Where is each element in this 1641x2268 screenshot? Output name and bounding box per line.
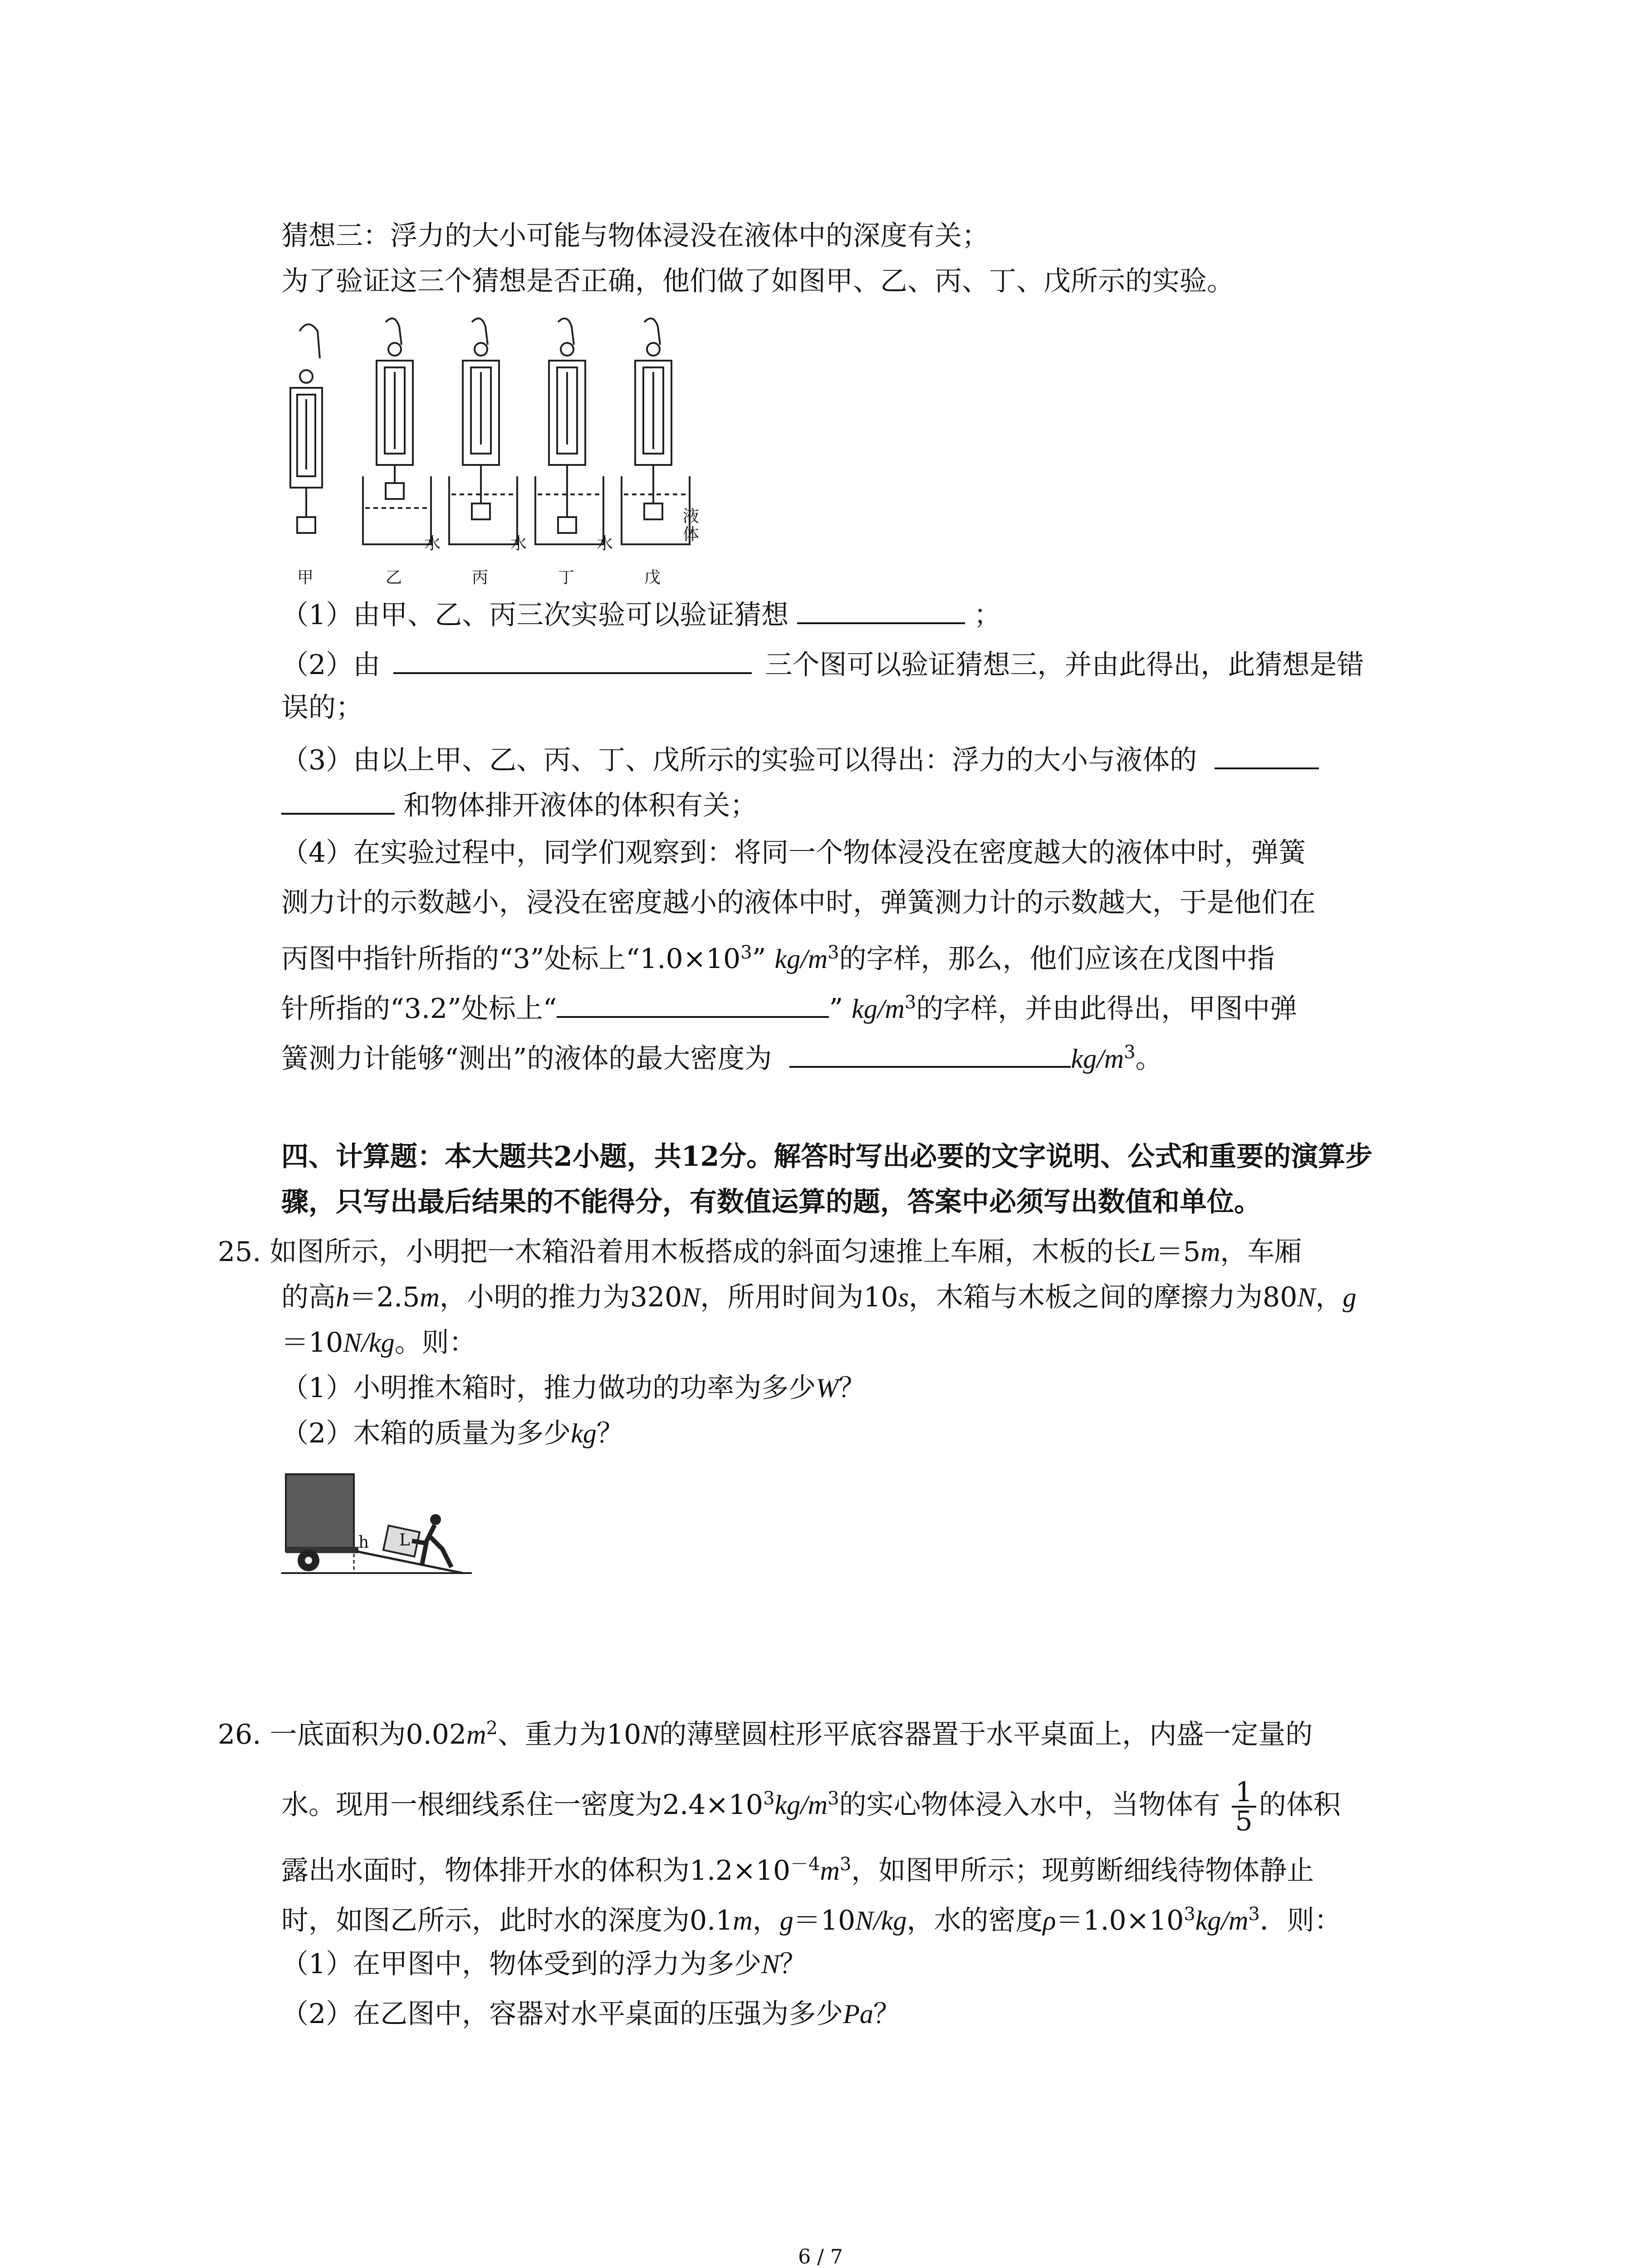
q25-l2-i: ，木箱与木板之间的摩擦力为80 — [909, 1281, 1298, 1313]
q24-part4-l3 — [281, 934, 1275, 977]
q25-l1-eq: ＝5 — [1156, 1236, 1201, 1268]
q24-blank1[interactable] — [797, 594, 965, 624]
q26-l1-N: N — [641, 1720, 660, 1750]
q25-l1-e: ，车厢 — [1220, 1236, 1302, 1268]
section4-heading-l1: 四、计算题：本大题共2小题，共12分。解答时写出必要的文字说明、公式和重要的演算步 — [281, 1141, 1373, 1173]
q24-part3-text-a: （3）由以上甲、乙、丙、丁、戊所示的实验可以得出：浮力的大小与液体的 — [281, 744, 1197, 776]
q24-blank4b[interactable] — [789, 1038, 1071, 1068]
q24-part4-l3-a: 丙图中指针所指的“3”处标上“1.0×10 — [281, 943, 741, 975]
q26-l4-rho: ρ — [1043, 1906, 1056, 1936]
q24-part2-text-b: 三个图可以验证猜想三，并由此得出，此猜想是错 — [765, 649, 1364, 681]
q26-l4-i: ＝1.0×10 — [1056, 1905, 1184, 1936]
q24-part4-l4-sup: 3 — [904, 992, 916, 1013]
q26-l4-sup2: 3 — [1248, 1904, 1260, 1925]
fig-water-ding: 水 — [597, 534, 613, 553]
fraction-denominator: 5 — [1235, 1805, 1253, 1838]
q26-p1-text: （1）在甲图中，物体受到的浮力为多少 — [281, 1948, 762, 1980]
q25-l2-h: h — [336, 1282, 349, 1312]
q24-part4-l4-b: ” — [829, 993, 843, 1025]
q25-l3-c: 。则： — [394, 1327, 476, 1359]
q24-part4-l1: （4）在实验过程中，同学们观察到：将同一个物体浸没在密度越大的液体中时，弹簧 — [281, 837, 1306, 869]
q26-l3-c: ，如图甲所示；现剪断细线待物体静止 — [851, 1855, 1314, 1887]
q26-l2-c: 的实心物体浸入水中，当物体有 — [839, 1789, 1220, 1821]
q26-l4-unit2: kg/m — [1195, 1906, 1249, 1936]
q24-part2 — [281, 644, 1364, 683]
q24-part4-l3-c: 的字样，那么，他们应该在戊图中指 — [839, 943, 1275, 975]
fraction-numerator: 1 — [1232, 1779, 1256, 1808]
q25-l1-a: 如图所示，小明把一木箱沿着用木板搭成的斜面匀速推上车厢，木板的长 — [269, 1236, 1141, 1268]
q26-l4-g: g — [779, 1906, 794, 1936]
q25-p2-unit: kg — [571, 1418, 597, 1448]
q26-p2-end: ？ — [873, 1998, 901, 2030]
q26-l2-sup2: 3 — [828, 1788, 839, 1809]
q25-p1-unit: W — [816, 1373, 839, 1403]
q24-part3 — [281, 739, 1319, 778]
q24-part4-l4-unit: kg/m — [852, 994, 905, 1024]
q26-l3-a: 露出水面时，物体排开水的体积为1.2×10 — [281, 1855, 791, 1887]
q24-part4-l5-unit: kg/m — [1071, 1044, 1124, 1074]
q26-p2-text: （2）在乙图中，容器对水平桌面的压强为多少 — [281, 1998, 843, 2030]
q25-l2-e: ，小明的推力为320 — [439, 1281, 682, 1313]
q25-line1 — [218, 1234, 1302, 1270]
truck-ramp-figure — [281, 1470, 472, 1579]
scale-jia — [290, 324, 322, 533]
q24-part4-unit: kg/m — [774, 944, 828, 974]
q25-l3-a: ＝10 — [281, 1327, 343, 1359]
fig-liquid-wu-2: 体 — [683, 525, 700, 544]
q26-l1-a: 一底面积为0.02 — [269, 1719, 467, 1750]
q26-l4-e: ＝10 — [793, 1905, 856, 1936]
q24-blank4a[interactable] — [557, 988, 829, 1018]
q24-blank3b[interactable] — [281, 785, 395, 815]
experiment-intro: 为了验证这三个猜想是否正确，他们做了如图甲、乙、丙、丁、戊所示的实验。 — [281, 265, 1234, 297]
q26-p1-end: ？ — [779, 1948, 807, 1980]
scale-ding — [535, 318, 603, 544]
q26-p2-unit: Pa — [843, 1999, 873, 2029]
q24-part3-text-b: 和物体排开液体的体积有关； — [403, 790, 758, 821]
scale-bing — [449, 318, 517, 544]
q24-part4-l4 — [281, 984, 1297, 1027]
q24-part4-l4-a: 针所指的“3.2”处标上“ — [281, 993, 557, 1025]
q25-part2 — [281, 1415, 624, 1452]
scale-yi — [363, 318, 431, 544]
q25-l3-unit: N/kg — [343, 1328, 395, 1358]
q24-part4-l4-c: 的字样，并由此得出，甲图中弹 — [916, 993, 1298, 1025]
q25-l2-N2: N — [1297, 1282, 1316, 1312]
q24-part1 — [281, 594, 1001, 633]
q25-line3 — [281, 1325, 476, 1361]
fig-L-label: L — [399, 1531, 410, 1549]
q24-part4-unit-sup: 3 — [828, 942, 839, 963]
q24-part4-l5-sup: 3 — [1124, 1042, 1136, 1063]
q26-line4 — [281, 1896, 1342, 1939]
q25-l2-a: 的高 — [281, 1281, 336, 1313]
q25-p1-text: （1）小明推木箱时，推力做功的功率为多少 — [281, 1372, 816, 1404]
q24-part4-l3-b: ” — [752, 943, 766, 975]
section4-heading-l2: 骤，只写出最后结果的不能得分，有数值运算的题，答案中必须写出数值和单位。 — [281, 1186, 1261, 1218]
q24-blank3a[interactable] — [1215, 739, 1319, 769]
q24-part4-l2: 测力计的示数越小，浸没在密度越小的液体中时，弹簧测力计的示数越大，于是他们在 — [281, 887, 1316, 919]
q26-l2-a: 水。现用一根细线系住一密度为2.4×10 — [281, 1789, 764, 1821]
fig-water-yi: 水 — [424, 534, 441, 553]
fraction-one-fifth — [1232, 1776, 1256, 1838]
q25-l2-k: ， — [1315, 1281, 1343, 1313]
q26-l4-a: 时，如图乙所示，此时水的深度为0.1 — [281, 1905, 733, 1936]
q26-number: 26. — [218, 1719, 261, 1750]
q24-blank2[interactable] — [393, 644, 752, 674]
q26-l1-e: 的薄壁圆柱形平底容器置于水平桌面上，内盛一定量的 — [659, 1719, 1313, 1750]
fig-label-yi: 乙 — [386, 568, 402, 587]
fig-label-wu: 戊 — [644, 568, 661, 587]
q26-line3 — [281, 1846, 1314, 1889]
q26-l3-sup: －4 — [790, 1854, 820, 1875]
q26-l4-k: ．则： — [1259, 1905, 1342, 1936]
fig-liquid-wu-1: 液 — [683, 507, 700, 526]
q26-line2 — [281, 1769, 1341, 1838]
q25-l2-s: s — [898, 1282, 909, 1312]
q24-part3-cont — [281, 785, 757, 824]
q25-l1-m: m — [1200, 1237, 1220, 1267]
q24-part4-sup: 3 — [740, 942, 752, 963]
q25-l1-L: L — [1141, 1237, 1156, 1267]
q24-part1-end: ； — [974, 599, 1001, 631]
fig-water-bing: 水 — [510, 534, 527, 553]
q26-l4-m: m — [733, 1906, 753, 1936]
q25-l2-g: ，所用时间为10 — [700, 1281, 898, 1313]
q26-l4-c: ， — [752, 1905, 780, 1936]
q26-l2-d: 的体积 — [1259, 1789, 1341, 1821]
q26-l1-sup: 2 — [486, 1718, 498, 1739]
q24-part2-text-a: （2）由 — [281, 649, 381, 681]
q26-l2-unit: kg/m — [774, 1790, 828, 1820]
q25-p2-end: ？ — [596, 1418, 624, 1449]
q24-part4-l5-a: 簧测力计能够“测出”的液体的最大密度为 — [281, 1043, 772, 1075]
q25-number: 25. — [218, 1236, 261, 1268]
q26-l4-gtext: ，水的密度 — [906, 1905, 1043, 1936]
fig-label-jia: 甲 — [297, 568, 314, 587]
q25-l2-gsym: g — [1342, 1282, 1357, 1312]
q26-part2 — [281, 1996, 901, 2032]
q26-l3-sup2: 3 — [839, 1854, 852, 1875]
q25-l2-m: m — [420, 1282, 440, 1312]
q25-l2-N: N — [682, 1282, 700, 1312]
q24-part4-l5-end: 。 — [1135, 1043, 1163, 1075]
q26-l4-sup: 3 — [1184, 1904, 1195, 1925]
q25-part1 — [281, 1370, 866, 1406]
q26-l1-c: 、重力为10 — [497, 1719, 642, 1750]
q25-line2 — [281, 1279, 1356, 1315]
q24-part2-cont: 误的； — [281, 692, 363, 723]
q25-l2-c: ＝2.5 — [349, 1281, 420, 1313]
scale-wu — [622, 318, 690, 544]
fig-label-bing: 丙 — [472, 568, 489, 587]
fig-label-ding: 丁 — [558, 568, 575, 587]
q26-part1 — [281, 1946, 807, 1982]
q24-part1-text: （1）由甲、乙、丙三次实验可以验证猜想 — [281, 599, 789, 631]
q25-p1-end: ？ — [838, 1372, 866, 1404]
q26-l4-unit: N/kg — [855, 1906, 907, 1936]
q25-p2-text: （2）木箱的质量为多少 — [281, 1418, 571, 1449]
q26-l3-m: m — [820, 1856, 840, 1886]
q24-part4-l5 — [281, 1034, 1163, 1077]
page-number: 6 / 7 — [798, 2245, 843, 2268]
q26-l1-m: m — [466, 1720, 486, 1750]
q26-p1-unit: N — [761, 1949, 780, 1979]
q26-l2-sup: 3 — [763, 1788, 775, 1809]
conjecture-three: 猜想三：浮力的大小可能与物体浸没在液体中的深度有关； — [281, 220, 989, 252]
q26-line1 — [218, 1710, 1313, 1753]
fig-h-label: h — [358, 1533, 369, 1552]
